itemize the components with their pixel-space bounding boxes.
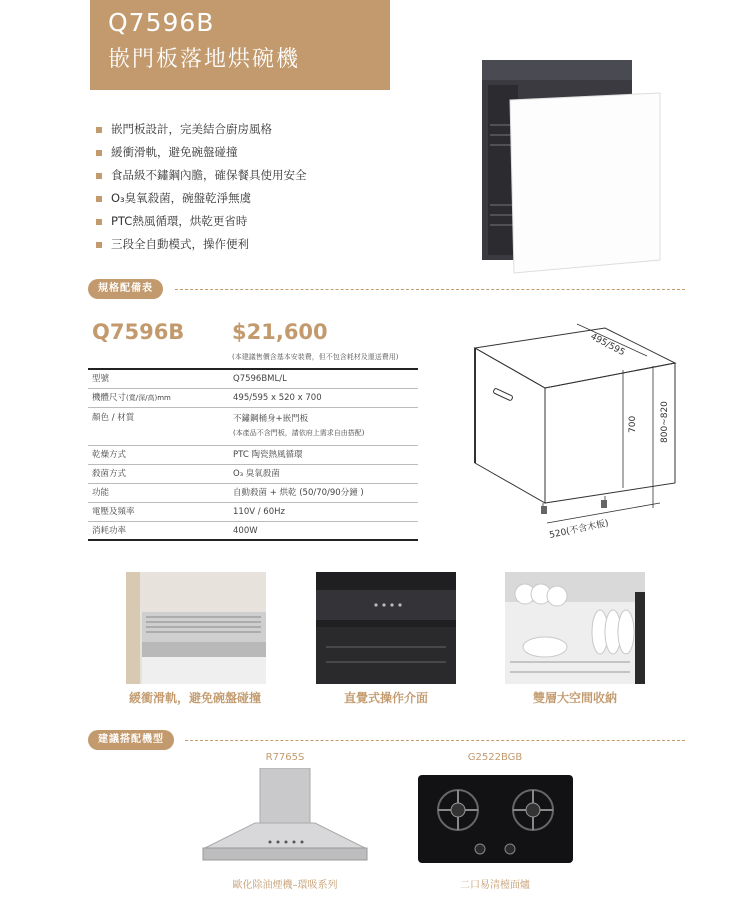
spec-key: 消耗功率: [92, 526, 127, 536]
bullet-square-icon: [96, 242, 102, 248]
spec-table: [88, 368, 418, 541]
spec-value: 110V / 60Hz: [233, 507, 285, 517]
spec-row: [88, 370, 418, 389]
spec-value: 495/595 x 520 x 700: [233, 393, 322, 403]
gallery-caption: 緩衝滑軌，避免碗盤碰撞: [128, 691, 261, 705]
header-title: 嵌門板落地烘碗機: [108, 47, 301, 72]
bullet-square-icon: [96, 127, 102, 133]
spec-key: 機體尺寸(寬/深/高)mm: [92, 393, 171, 403]
hood-caption: 歐化除油煙機–環吸系列: [232, 880, 338, 891]
dim-width-top: 495/595: [588, 331, 627, 359]
spec-row: [88, 389, 418, 408]
feature-item: 緩衝滑軌，避免碗盤碰撞: [96, 141, 307, 164]
spec-value: Q7596BML/L: [233, 374, 287, 384]
dim-depth: 520(不含木板): [548, 518, 610, 541]
feature-item: 三段全自動模式，操作便利: [96, 233, 307, 256]
spec-value: 自動殺菌 + 烘乾 (50/70/90分鐘 ): [233, 488, 364, 498]
spec-value: PTC 陶瓷熱風循環: [233, 450, 303, 460]
spec-unit: (寬/深/高)mm: [126, 394, 171, 402]
photo-slide-rail: [126, 572, 266, 684]
feature-item: 嵌門板設計，完美結合廚房風格: [96, 118, 307, 141]
dim-height-inner: 700: [628, 415, 638, 433]
stove-model-label: G2522BGB: [467, 752, 523, 763]
price-note: (本建議售價含基本安裝費，但不包含耗材及運送費用): [232, 353, 399, 361]
recommend-section-divider: [185, 740, 685, 741]
header-model: Q7596B: [108, 8, 215, 37]
bullet-square-icon: [96, 173, 102, 179]
stove-caption: 二口易清檯面爐: [460, 880, 530, 891]
spec-value: 不鏽鋼桶身+嵌門板 (本產品不含門板，請依府上需求自由搭配): [233, 412, 418, 445]
spec-section-divider: [175, 289, 685, 290]
product-hero-image: [470, 55, 670, 280]
spec-model: Q7596B: [92, 320, 185, 344]
dimension-diagram: [455, 318, 685, 548]
feature-list: [96, 118, 307, 256]
spec-note: (本產品不含門板，請依府上需求自由搭配): [233, 429, 365, 437]
spec-row: [88, 484, 418, 503]
photo-dish-storage: [505, 572, 645, 684]
dim-height-outer: 800~820: [660, 401, 670, 443]
gas-stove-image: [418, 775, 573, 865]
photo-control-panel: [316, 572, 456, 684]
spec-key: 殺菌方式: [92, 469, 127, 479]
hood-model-label: R7765S: [265, 752, 305, 763]
bullet-square-icon: [96, 219, 102, 225]
bullet-square-icon: [96, 196, 102, 202]
spec-key: 功能: [92, 488, 110, 498]
spec-price: $21,600: [232, 320, 328, 344]
spec-row: [88, 522, 418, 541]
spec-key: 乾燥方式: [92, 450, 127, 460]
spec-key: 顏色 / 材質: [92, 413, 135, 423]
bullet-square-icon: [96, 150, 102, 156]
header-banner: [90, 0, 390, 90]
feature-item: 食品級不鏽鋼內膽，確保餐具使用安全: [96, 164, 307, 187]
gallery-caption: 雙層大空間收納: [532, 691, 617, 705]
spec-row: [88, 446, 418, 465]
range-hood-image: [200, 768, 370, 868]
spec-value: O₃ 臭氧殺菌: [233, 469, 280, 479]
spec-value: 400W: [233, 526, 258, 536]
spec-key: 型號: [92, 374, 110, 384]
feature-item: O₃臭氧殺菌，碗盤乾淨無虞: [96, 187, 307, 210]
spec-row: [88, 503, 418, 522]
spec-section-tag: 規格配備表: [88, 279, 163, 299]
spec-row: [88, 408, 418, 446]
recommend-section-tag: 建議搭配機型: [88, 730, 174, 750]
feature-item: PTC熱風循環，烘乾更省時: [96, 210, 307, 233]
gallery-caption: 直覺式操作介面: [343, 691, 428, 705]
spec-key: 電壓及頻率: [92, 507, 135, 517]
spec-row: [88, 465, 418, 484]
